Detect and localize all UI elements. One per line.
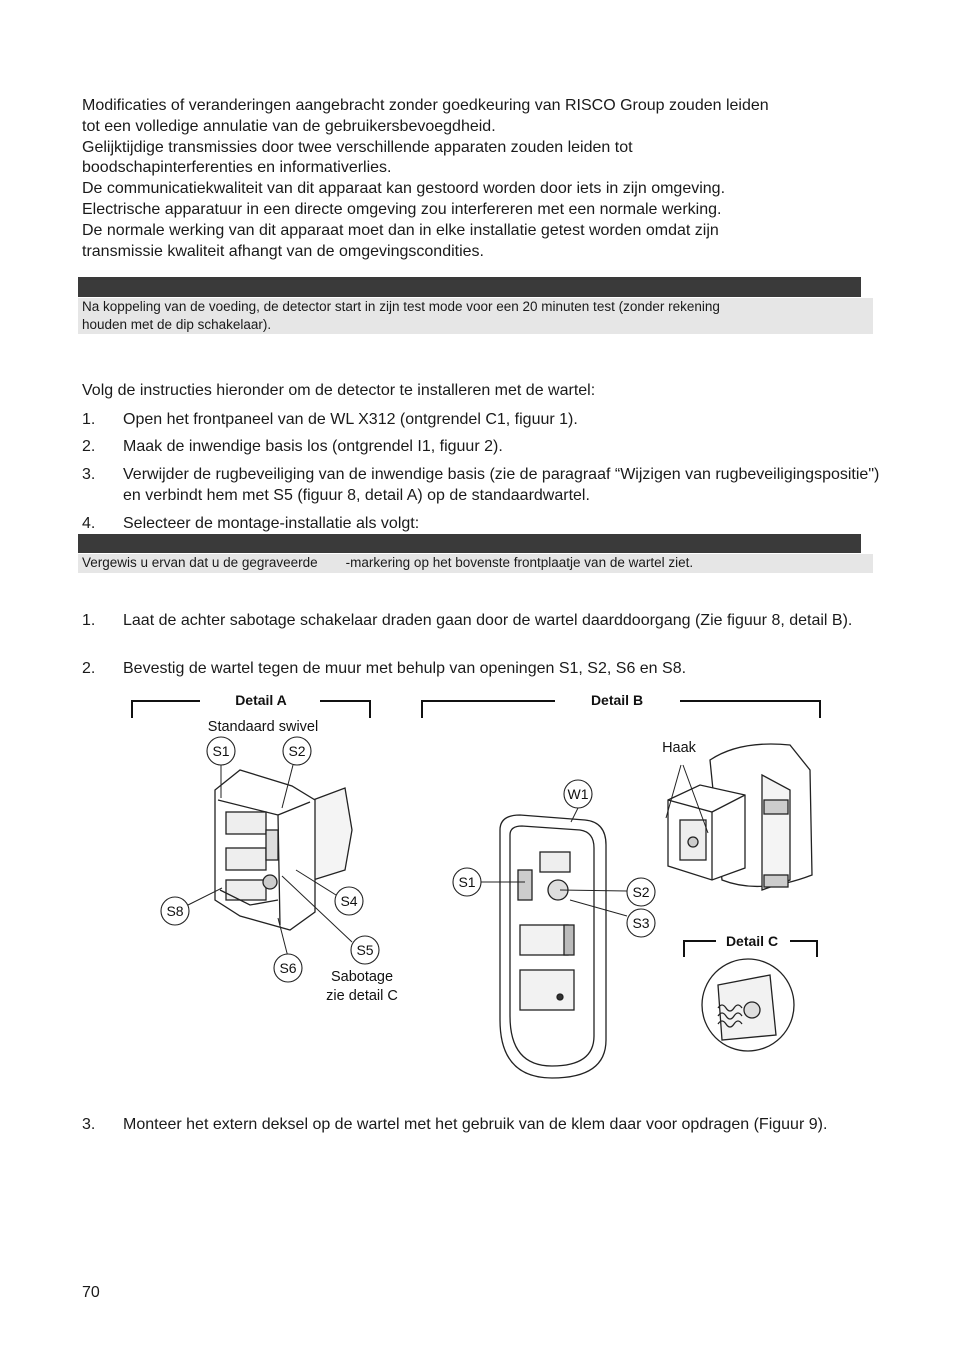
standaard-swivel-label: Standaard swivel bbox=[207, 719, 319, 735]
list-number: 3. bbox=[82, 1116, 96, 1133]
detail-b-title: Detail B bbox=[590, 692, 644, 708]
list-number: 4. bbox=[82, 515, 96, 532]
list-number: 2. bbox=[82, 438, 96, 455]
intro-paragraph bbox=[82, 96, 882, 262]
list-number: 3. bbox=[82, 466, 96, 483]
note-line: Na koppeling van de voeding, de detector start in zijn test mode voor een 20 minuten test (zonder rekening bbox=[82, 299, 720, 314]
intro-line: De normale werking van dit apparaat moet dan in elke installatie getest worden omdat zijn bbox=[82, 221, 719, 239]
label-s2-a: S2 bbox=[288, 743, 306, 759]
detail-c-bracket-left bbox=[684, 941, 716, 957]
label-s3: S3 bbox=[632, 915, 650, 931]
label-s8: S8 bbox=[166, 903, 184, 919]
list-text: Laat de achter sabotage schakelaar draden gaan door de wartel daarddoorgang (Zie figuur 8, detail B). bbox=[123, 612, 853, 629]
intro-line: De communicatiekwaliteit van dit apparaat kan gestoord worden door iets in zijn omgeving. bbox=[82, 180, 726, 198]
label-s6: S6 bbox=[279, 960, 297, 976]
list-text: Selecteer de montage-installatie als volgt: bbox=[123, 515, 420, 532]
detail-a-bracket-right bbox=[320, 701, 370, 718]
note-box bbox=[78, 554, 873, 573]
note-box bbox=[78, 298, 873, 334]
list-text: Maak de inwendige basis los (ontgrendel I1, figuur 2). bbox=[123, 438, 503, 455]
list-text: Monteer het extern deksel op de wartel met het gebruik van de klem daar voor opdragen (Figuur 9). bbox=[123, 1116, 828, 1133]
note-text-after: -markering op het bovenste frontplaatje van de wartel ziet. bbox=[345, 555, 694, 570]
intro-line: tot een volledige annulatie van de gebruikersbevoegdheid. bbox=[82, 117, 496, 135]
label-w1: W1 bbox=[567, 786, 589, 802]
list-text: Bevestig de wartel tegen de muur met behulp van openingen S1, S2, S6 en S8. bbox=[123, 660, 687, 677]
detail-a-bracket-left bbox=[132, 701, 200, 718]
standard-swivel-drawing bbox=[215, 770, 352, 930]
label-s1-a: S1 bbox=[212, 743, 230, 759]
label-s2-b: S2 bbox=[632, 884, 650, 900]
list-number: 1. bbox=[82, 612, 96, 629]
detail-b-bracket-left bbox=[422, 701, 555, 718]
intro-line: transmissie kwaliteit afhangt van de omgevingscondities. bbox=[82, 242, 484, 260]
intro-line: Electrische apparatuur in een directe omgeving zou interfereren met een normale werking. bbox=[82, 200, 722, 218]
tamper-drawing bbox=[702, 959, 794, 1051]
intro-line: Gelijktijdige transmissies door twee verschillende apparaten zouden leiden tot bbox=[82, 138, 633, 156]
sabotage-label: Sabotage bbox=[330, 969, 394, 985]
detector-drawing bbox=[668, 744, 812, 890]
label-s4: S4 bbox=[340, 893, 358, 909]
detail-c-bracket-right bbox=[790, 941, 817, 957]
label-s1-b: S1 bbox=[458, 874, 476, 890]
note-header-bar bbox=[78, 277, 861, 297]
list-text: Open het frontpaneel van de WL X312 (ontgrendel C1, figuur 1). bbox=[123, 411, 578, 428]
page-number: 70 bbox=[82, 1284, 100, 1301]
detail-a-title: Detail A bbox=[235, 692, 287, 708]
back-base-drawing bbox=[500, 815, 606, 1078]
label-s5: S5 bbox=[356, 942, 374, 958]
mounting-figure bbox=[0, 680, 954, 1090]
note-header-bar bbox=[78, 534, 861, 553]
detail-b-bracket-right bbox=[680, 701, 820, 718]
haak-label: Haak bbox=[662, 740, 696, 756]
list-number: 2. bbox=[82, 660, 96, 677]
intro-line: boodschapinterferenties en informativerlies. bbox=[82, 159, 392, 177]
intro-line: Modificaties of veranderingen aangebracht zonder goedkeuring van RISCO Group zouden leiden bbox=[82, 97, 769, 114]
zie-detail-c-label: zie detail C bbox=[326, 988, 398, 1004]
note-text-before: Vergewis u ervan dat u de gegraveerde bbox=[82, 555, 318, 570]
list-text: Verwijder de rugbeveiliging van de inwendige basis (zie de paragraaf “Wijzigen van rugbeveiligingspositie") en verbindt hem met S5 (figuur 8, detail A) op de standaardwartel. bbox=[123, 466, 880, 504]
list-number: 1. bbox=[82, 411, 96, 428]
detail-c-title: Detail C bbox=[725, 933, 779, 949]
install-intro: Volg de instructies hieronder om de detector te installeren met de wartel: bbox=[82, 382, 596, 399]
note-line: houden met de dip schakelaar). bbox=[82, 317, 272, 332]
